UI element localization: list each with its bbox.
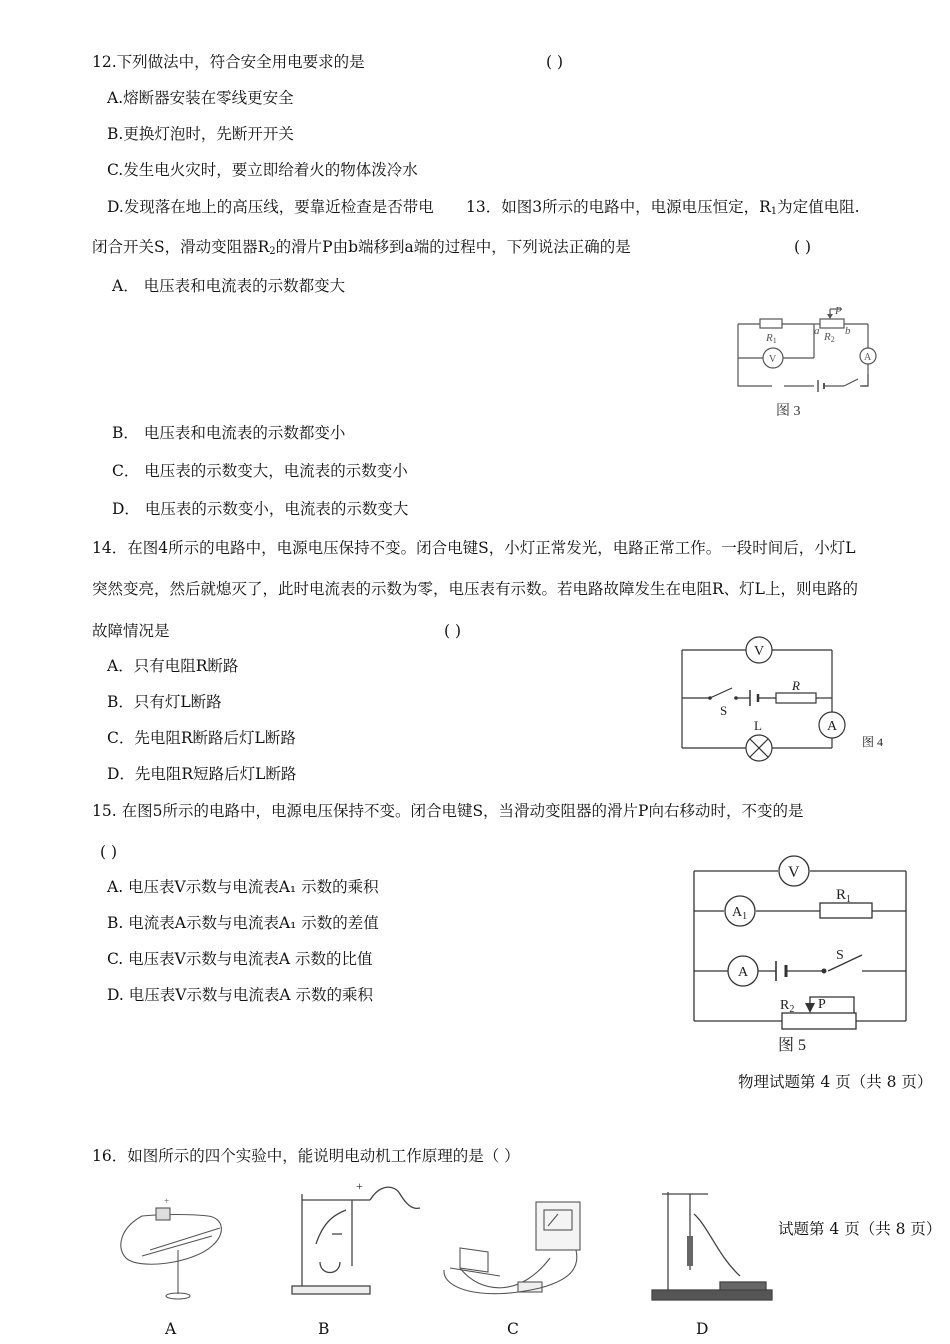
fig5-ammeter1-label: $A_1$ — [732, 905, 748, 922]
q13-option-b: B． 电压表和电流表的示数都变小 — [112, 424, 346, 442]
fig3-slider-p-label: P — [835, 305, 842, 317]
q12-option-d: D.发现落在地上的高压线，要靠近检查是否带电 — [107, 198, 434, 216]
q14-option-a: A．只有电阻R断路 — [107, 657, 239, 675]
fig3-end-b-label: b — [845, 325, 851, 337]
fig4-resistor-label: R — [792, 678, 800, 693]
q14-stem-line2: 突然变亮，然后就熄灭了，此时电流表的示数为零，电压表有示数。若电路故障发生在电阻R、灯L上，则电路的 — [92, 580, 858, 598]
figure-5-circuit — [690, 855, 910, 1055]
fig5-voltmeter-label: V — [788, 864, 800, 881]
fig3-end-a-label: a — [814, 325, 820, 337]
q12-answer-bracket[interactable]: ( ) — [546, 53, 564, 71]
fig3-r1-label: R1 — [766, 332, 777, 345]
experiment-b-image — [280, 1180, 420, 1300]
q12-option-c: C.发生电火灾时，要立即给着火的物体泼冷水 — [107, 161, 418, 179]
q15-option-a: A. 电压表V示数与电流表A₁ 示数的乘积 — [107, 878, 379, 896]
experiment-c-image — [440, 1198, 590, 1308]
q12-option-a: A.熔断器安装在零线更安全 — [107, 89, 294, 107]
q12-stem: 12.下列做法中，符合安全用电要求的是 — [92, 53, 365, 71]
q16-label-b: B — [318, 1320, 330, 1338]
fig5-r2-label: $R_2$ — [780, 998, 795, 1015]
q15-option-c: C. 电压表V示数与电流表A 示数的比值 — [107, 950, 373, 968]
fig5-ammeter-label: A — [738, 965, 749, 980]
fig4-switch-label: S — [720, 703, 728, 718]
q14-option-c: C．先电阻R断路后灯L断路 — [107, 729, 296, 747]
q13-option-d: D． 电压表的示数变小，电流表的示数变大 — [112, 500, 409, 518]
figure-3-circuit — [732, 306, 922, 418]
q14-option-b: B．只有灯L断路 — [107, 693, 222, 711]
fig4-ammeter-label: A — [827, 719, 838, 734]
q16-label-d: D — [696, 1320, 709, 1338]
fig3-voltmeter-label: V — [769, 354, 777, 365]
fig4-caption: 图 4 — [862, 735, 884, 749]
q14-option-d: D．先电阻R短路后灯L断路 — [107, 765, 297, 783]
fig3-ammeter-label: A — [864, 352, 872, 363]
q15-stem-line1: 15. 在图5所示的电路中，电源电压保持不变。闭合电键S，当滑动变阻器的滑片P向右移动时，不变的是 — [92, 802, 804, 820]
q13-option-c: C． 电压表的示数变大，电流表的示数变小 — [112, 462, 408, 480]
q15-option-d: D. 电压表V示数与电流表A 示数的乘积 — [107, 986, 374, 1004]
q15-option-b: B. 电流表A示数与电流表A₁ 示数的差值 — [107, 914, 379, 932]
experiment-a-image — [112, 1198, 232, 1308]
q14-stem-line1: 14．在图4所示的电路中，电源电压保持不变。闭合电键S，小灯正常发光，电路正常工作。一段时间后，小灯L — [92, 539, 856, 557]
q15-answer-bracket[interactable]: ( ) — [100, 843, 118, 861]
experiment-b-plus-sign: + — [356, 1179, 363, 1193]
fig4-voltmeter-label: V — [754, 644, 765, 659]
q14-answer-bracket[interactable]: ( ) — [444, 622, 462, 640]
experiment-d-image — [648, 1186, 778, 1306]
fig5-slider-p-label: P — [818, 997, 826, 1012]
svg-text:+: + — [164, 1196, 170, 1206]
fig3-r2-label: R2 — [824, 331, 835, 344]
fig5-r1-label: $R_1$ — [836, 887, 852, 905]
fig5-caption: 图 5 — [778, 1037, 807, 1054]
q13-option-a: A． 电压表和电流表的示数都变大 — [112, 277, 346, 295]
page-footer-overlapped: 试题第 4 页（共 8 页） — [778, 1220, 942, 1238]
page-footer: 物理试题第 4 页（共 8 页） — [738, 1073, 933, 1091]
q13-stem-line2: 闭合开关S，滑动变阻器$R_2$的滑片P由b端移到a端的过程中，下列说法正确的是 — [92, 238, 631, 257]
fig5-switch-label: S — [836, 948, 844, 963]
fig4-lamp-label: L — [754, 718, 762, 733]
q16-label-a: A — [165, 1320, 177, 1338]
fig3-caption: 图 3 — [776, 404, 801, 419]
q13-stem-line1: 13．如图3所示的电路中，电源电压恒定，$R_1$为定值电阻. — [466, 198, 860, 217]
q16-stem: 16．如图所示的四个实验中，能说明电动机工作原理的是（ ） — [92, 1147, 520, 1165]
figure-4-circuit — [680, 636, 910, 766]
q16-label-c: C — [507, 1320, 519, 1338]
q13-answer-bracket[interactable]: ( ) — [794, 238, 812, 256]
q14-stem-line3: 故障情况是 — [92, 622, 170, 640]
q12-option-b: B.更换灯泡时，先断开开关 — [107, 125, 294, 143]
